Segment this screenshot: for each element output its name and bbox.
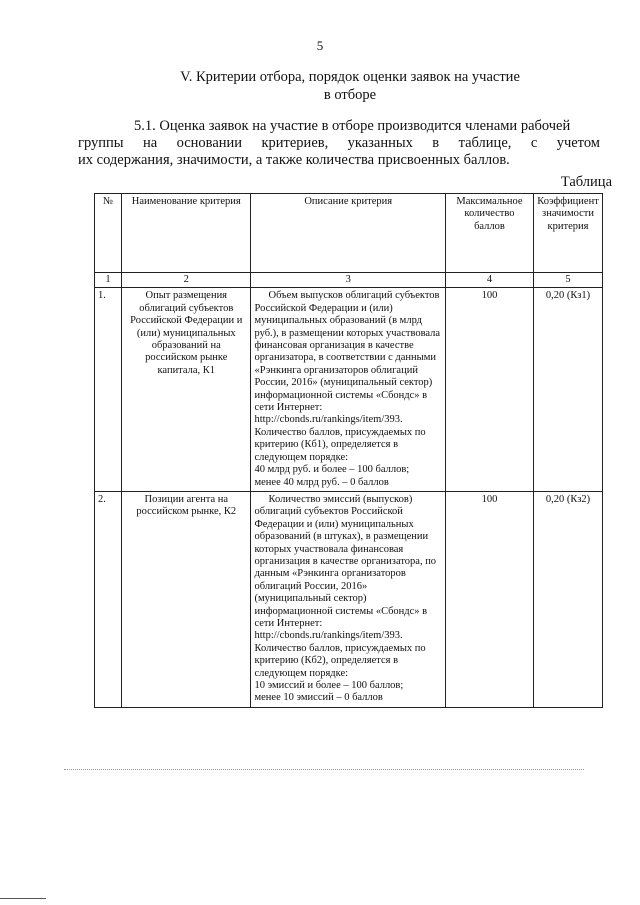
paragraph-word: группы — [78, 135, 124, 151]
max-points: 100 — [445, 491, 533, 707]
criterion-description — [251, 288, 445, 492]
section-heading — [100, 68, 600, 104]
paragraph-word: основании — [176, 135, 243, 151]
description-line: 10 эмиссий и более – 100 баллов; — [254, 680, 404, 691]
description-line: менее 40 млрд руб. – 0 баллов — [254, 476, 389, 488]
significance-coefficient: 0,20 (Кз2) — [534, 491, 603, 707]
max-points: 100 — [445, 288, 533, 492]
column-number: 5 — [534, 273, 603, 288]
paragraph-line2 — [78, 135, 600, 152]
paragraph-word: в — [432, 135, 440, 151]
row-number: 1. — [95, 288, 122, 492]
column-number: 4 — [445, 273, 533, 288]
criteria-table — [94, 193, 603, 708]
intro-paragraph — [78, 118, 600, 169]
column-number-row — [95, 273, 603, 288]
criterion-name: Опыт размещения облигаций субъектов Российской Федерации и (или) муниципальных образований на российском рынке капитала, К1 — [122, 288, 251, 492]
paragraph-word: учетом — [556, 135, 600, 151]
header-criterion-name: Наименование критерия — [122, 194, 251, 273]
description-line: Количество баллов, присуждаемых по критерию (Кб1), определяется в следующем порядке: — [254, 426, 426, 463]
paragraph-line1: 5.1. Оценка заявок на участие в отборе производится членами рабочей — [134, 118, 571, 134]
row-number: 2. — [95, 491, 122, 707]
significance-coefficient: 0,20 (Кз1) — [534, 288, 603, 492]
table-caption: Таблица — [560, 174, 612, 190]
table-row — [95, 491, 603, 707]
paragraph-word: критериев, — [261, 135, 329, 151]
table-row — [95, 288, 603, 492]
description-line: Объем выпусков облигаций субъектов Российской Федерации и (или) муниципальных образований (в млрд руб.), в размещении которых участвовала финансовая организация в качестве организатора, в соответствии с данными «Рэнкинга организаторов облигаций России, 2016» (муниципальный сектор) информационной системы «Cбондс» в сети Интернет: — [254, 290, 441, 414]
section-heading-line1: V. Критерии отбора, порядок оценки заявок на участие — [180, 69, 520, 85]
table-header-row — [95, 194, 603, 273]
criterion-name: Позиции агента на российском рынке, К2 — [122, 491, 251, 707]
paragraph-word: таблице, — [458, 135, 512, 151]
header-number: № — [95, 194, 122, 273]
criterion-description — [251, 491, 445, 707]
column-number: 3 — [251, 273, 445, 288]
header-significance-coefficient: Коэффициент значимости критерия — [534, 194, 603, 273]
scan-artifact-line — [64, 769, 584, 770]
description-line: менее 10 эмиссий – 0 баллов — [254, 692, 383, 704]
description-line: 40 млрд руб. и более – 100 баллов; — [254, 464, 410, 476]
description-url: http://cbonds.ru/rankings/item/393. — [254, 630, 403, 642]
column-number: 1 — [95, 273, 122, 288]
header-criterion-description: Описание критерия — [251, 194, 445, 273]
description-line: Количество баллов, присуждаемых по критерию (Кб2), определяется в следующем порядке: — [254, 642, 426, 679]
footnote-rule — [0, 898, 46, 899]
column-number: 2 — [122, 273, 251, 288]
paragraph-word: с — [530, 135, 538, 151]
description-url: http://cbonds.ru/rankings/item/393. — [254, 414, 403, 426]
description-line: Количество эмиссий (выпусков) облигаций субъектов Российской Федерации и (или) муниципальных образований (в штуках), в размещении которых участвовала финансовая организация в качестве организатора, по данным «Рэнкинга организаторов облигаций России, 2016» (муниципальный сектор) информационной системы «Cбондс» в сети Интернет: — [254, 493, 437, 629]
header-max-points: Максимальное количество баллов — [445, 194, 533, 273]
paragraph-word: на — [142, 135, 158, 151]
page-number: 5 — [316, 38, 324, 53]
paragraph-line3: их содержания, значимости, а также количества присвоенных баллов. — [78, 152, 510, 168]
section-heading-line2: в отборе — [323, 87, 377, 103]
paragraph-word: указанных — [347, 135, 413, 151]
